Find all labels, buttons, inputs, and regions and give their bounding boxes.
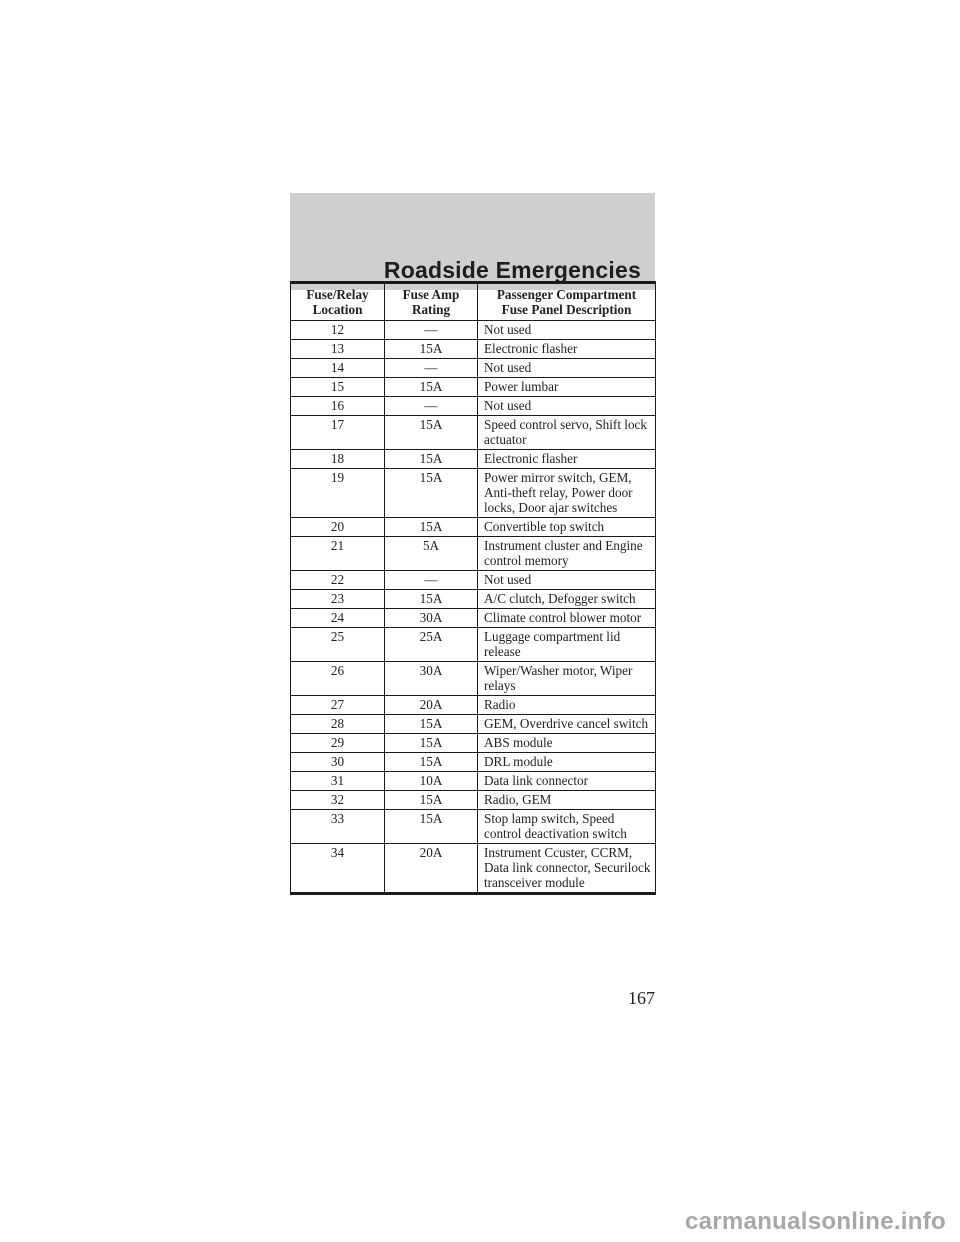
fuse-rating-cell: 30A bbox=[385, 609, 478, 628]
table-row bbox=[291, 715, 656, 734]
table-row bbox=[291, 810, 656, 844]
fuse-description-cell: Wiper/Washer motor, Wiper relays bbox=[478, 662, 656, 696]
table-row bbox=[291, 662, 656, 696]
fuse-rating-cell: 10A bbox=[385, 772, 478, 791]
column-header-line: Rating bbox=[411, 302, 451, 317]
fuse-rating-cell: 15A bbox=[385, 734, 478, 753]
fuse-rating-cell: 30A bbox=[385, 662, 478, 696]
table-row bbox=[291, 397, 656, 416]
fuse-description-cell: Stop lamp switch, Speed control deactivation switch bbox=[478, 810, 656, 844]
fuse-location-cell: 34 bbox=[291, 844, 385, 894]
fuse-description-cell: Instrument cluster and Engine control memory bbox=[478, 537, 656, 571]
fuse-location-cell: 22 bbox=[291, 571, 385, 590]
table-row bbox=[291, 844, 656, 894]
fuse-description-cell: Convertible top switch bbox=[478, 518, 656, 537]
column-header-line: Fuse Amp bbox=[402, 287, 460, 302]
fuse-description-cell: Power mirror switch, GEM, Anti-theft relay, Power door locks, Door ajar switches bbox=[478, 469, 656, 518]
fuse-rating-cell: 15A bbox=[385, 450, 478, 469]
fuse-location-cell: 24 bbox=[291, 609, 385, 628]
fuse-location-cell: 20 bbox=[291, 518, 385, 537]
fuse-location-cell: 13 bbox=[291, 340, 385, 359]
fuse-description-cell: ABS module bbox=[478, 734, 656, 753]
table-header-row bbox=[291, 283, 656, 321]
fuse-rating-cell: 25A bbox=[385, 628, 478, 662]
fuse-location-cell: 12 bbox=[291, 321, 385, 340]
fuse-rating-cell: 15A bbox=[385, 416, 478, 450]
fuse-location-cell: 31 bbox=[291, 772, 385, 791]
fuse-description-cell: Electronic flasher bbox=[478, 340, 656, 359]
fuse-location-cell: 18 bbox=[291, 450, 385, 469]
section-header-band bbox=[290, 193, 655, 290]
fuse-description-cell: Luggage compartment lid release bbox=[478, 628, 656, 662]
fuse-rating-cell: 15A bbox=[385, 791, 478, 810]
fuse-table-body bbox=[291, 321, 656, 894]
fuse-rating-cell: 20A bbox=[385, 844, 478, 894]
fuse-description-cell: DRL module bbox=[478, 753, 656, 772]
fuse-rating-cell: — bbox=[385, 397, 478, 416]
column-header-line: Passenger Compartment bbox=[496, 287, 637, 302]
fuse-location-cell: 14 bbox=[291, 359, 385, 378]
fuse-description-cell: Climate control blower motor bbox=[478, 609, 656, 628]
fuse-description-cell: Power lumbar bbox=[478, 378, 656, 397]
fuse-rating-cell: 15A bbox=[385, 340, 478, 359]
column-header-location bbox=[291, 283, 385, 321]
table-row bbox=[291, 590, 656, 609]
fuse-description-cell: Not used bbox=[478, 397, 656, 416]
fuse-rating-cell: 15A bbox=[385, 590, 478, 609]
column-header-description bbox=[478, 283, 656, 321]
table-row bbox=[291, 791, 656, 810]
column-header-rating bbox=[385, 283, 478, 321]
section-title: Roadside Emergencies bbox=[383, 257, 641, 283]
page-number: 167 bbox=[628, 988, 655, 1008]
fuse-description-cell: Instrument Ccuster, CCRM, Data link connector, Securilock transceiver module bbox=[478, 844, 656, 894]
fuse-rating-cell: 20A bbox=[385, 696, 478, 715]
fuse-rating-cell: 15A bbox=[385, 378, 478, 397]
fuse-description-cell: Data link connector bbox=[478, 772, 656, 791]
fuse-location-cell: 23 bbox=[291, 590, 385, 609]
table-row bbox=[291, 469, 656, 518]
fuse-location-cell: 32 bbox=[291, 791, 385, 810]
fuse-description-cell: Radio, GEM bbox=[478, 791, 656, 810]
fuse-rating-cell: — bbox=[385, 321, 478, 340]
table-row bbox=[291, 753, 656, 772]
table-row bbox=[291, 772, 656, 791]
fuse-description-cell: Not used bbox=[478, 359, 656, 378]
fuse-location-cell: 16 bbox=[291, 397, 385, 416]
watermark: carmanualsonline.info bbox=[684, 1208, 946, 1235]
table-row bbox=[291, 378, 656, 397]
table-row bbox=[291, 359, 656, 378]
fuse-location-cell: 30 bbox=[291, 753, 385, 772]
table-row bbox=[291, 628, 656, 662]
fuse-rating-cell: 15A bbox=[385, 810, 478, 844]
column-header-line: Location bbox=[312, 302, 363, 317]
fuse-rating-cell: 5A bbox=[385, 537, 478, 571]
fuse-location-cell: 33 bbox=[291, 810, 385, 844]
fuse-description-cell: Speed control servo, Shift lock actuator bbox=[478, 416, 656, 450]
column-header-line: Fuse/Relay bbox=[306, 287, 369, 302]
fuse-rating-cell: 15A bbox=[385, 518, 478, 537]
fuse-location-cell: 21 bbox=[291, 537, 385, 571]
table-row bbox=[291, 734, 656, 753]
table-row bbox=[291, 518, 656, 537]
fuse-table bbox=[290, 281, 656, 895]
table-row bbox=[291, 340, 656, 359]
fuse-location-cell: 15 bbox=[291, 378, 385, 397]
fuse-description-cell: Not used bbox=[478, 321, 656, 340]
fuse-location-cell: 26 bbox=[291, 662, 385, 696]
table-row bbox=[291, 609, 656, 628]
fuse-description-cell: Radio bbox=[478, 696, 656, 715]
fuse-rating-cell: 15A bbox=[385, 469, 478, 518]
fuse-description-cell: Not used bbox=[478, 571, 656, 590]
fuse-location-cell: 29 bbox=[291, 734, 385, 753]
table-row bbox=[291, 696, 656, 715]
table-row bbox=[291, 416, 656, 450]
column-header-line: Fuse Panel Description bbox=[501, 302, 632, 317]
fuse-location-cell: 19 bbox=[291, 469, 385, 518]
fuse-description-cell: Electronic flasher bbox=[478, 450, 656, 469]
fuse-description-cell: A/C clutch, Defogger switch bbox=[478, 590, 656, 609]
fuse-rating-cell: 15A bbox=[385, 715, 478, 734]
fuse-location-cell: 27 bbox=[291, 696, 385, 715]
table-row bbox=[291, 571, 656, 590]
fuse-location-cell: 17 bbox=[291, 416, 385, 450]
fuse-location-cell: 28 bbox=[291, 715, 385, 734]
table-row bbox=[291, 321, 656, 340]
fuse-location-cell: 25 bbox=[291, 628, 385, 662]
table-row bbox=[291, 450, 656, 469]
fuse-description-cell: GEM, Overdrive cancel switch bbox=[478, 715, 656, 734]
fuse-rating-cell: — bbox=[385, 359, 478, 378]
fuse-rating-cell: 15A bbox=[385, 753, 478, 772]
table-row bbox=[291, 537, 656, 571]
fuse-rating-cell: — bbox=[385, 571, 478, 590]
